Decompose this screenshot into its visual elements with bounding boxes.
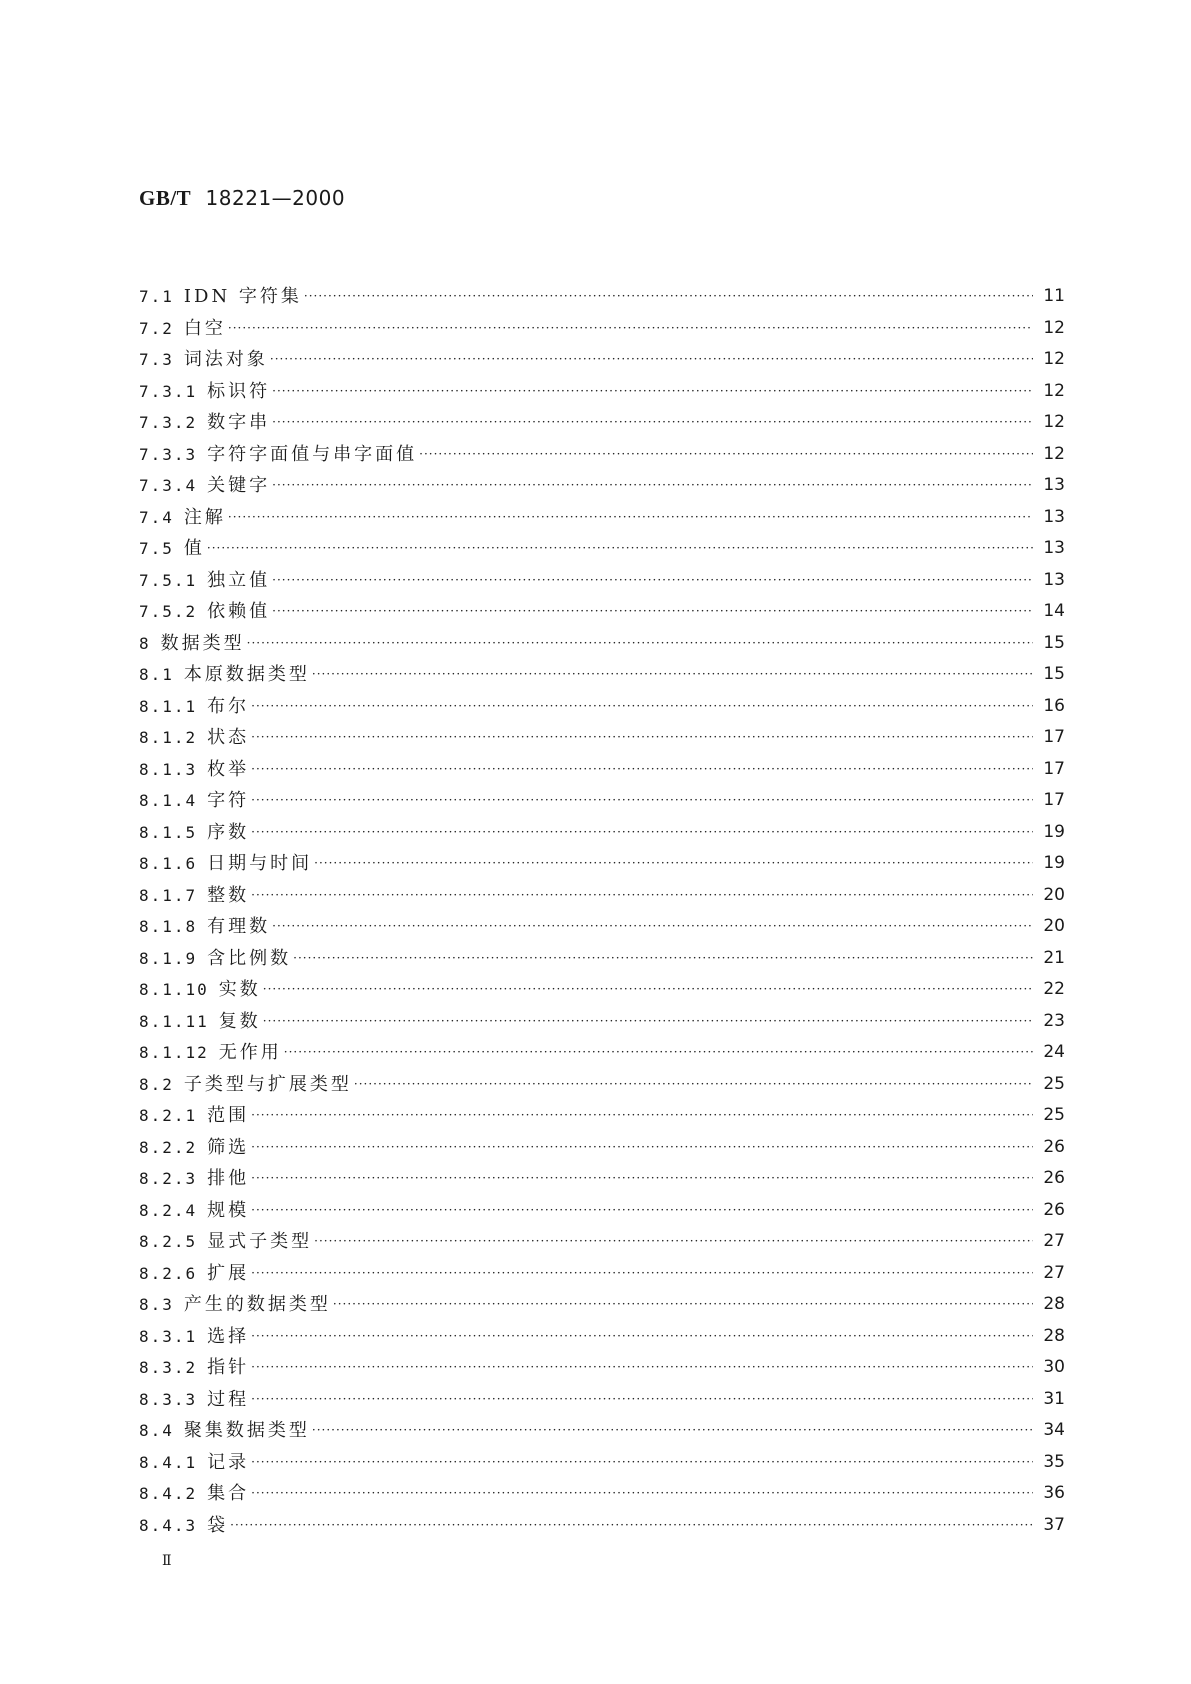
toc-section-number: 8.2.4 (139, 1200, 198, 1220)
toc-leader (333, 1289, 1033, 1321)
toc-entry[interactable] (139, 533, 1065, 565)
toc-page: 16 (1043, 695, 1065, 716)
toc-entry[interactable] (139, 565, 1065, 597)
toc-entry[interactable] (139, 817, 1065, 849)
toc-page: 23 (1043, 1010, 1065, 1031)
toc-section-number: 7.3.4 (139, 476, 198, 495)
toc-title: 筛选 (207, 1136, 250, 1158)
toc-title: 显式子类型 (207, 1231, 313, 1252)
toc-page: 25 (1043, 1073, 1065, 1094)
toc-leader (251, 880, 1033, 912)
toc-entry[interactable] (139, 880, 1065, 912)
toc-leader (251, 1352, 1033, 1384)
toc-entry[interactable] (139, 974, 1065, 1006)
toc-title: 过程 (207, 1388, 250, 1410)
toc-title: 独立值 (207, 569, 271, 591)
toc-entry[interactable] (139, 1195, 1065, 1227)
toc-leader (314, 848, 1033, 880)
toc-leader (251, 754, 1033, 786)
toc-page: 20 (1043, 884, 1065, 905)
toc-entry[interactable] (139, 754, 1065, 786)
toc-title: 排他 (207, 1168, 250, 1189)
toc-entry[interactable] (139, 1226, 1065, 1258)
toc-leader (251, 817, 1033, 849)
toc-leader (304, 281, 1033, 313)
toc-title: 有理数 (207, 916, 271, 937)
toc-leader (251, 1100, 1033, 1132)
toc-leader (354, 1069, 1033, 1101)
toc-section-number: 8.2.2 (139, 1137, 198, 1157)
toc-page: 19 (1043, 821, 1065, 842)
toc-leader (228, 313, 1033, 345)
toc-leader (419, 439, 1033, 471)
standard-code: GB/T (139, 186, 192, 210)
toc-page: 12 (1043, 380, 1065, 401)
toc-section-number: 8.3 (139, 1295, 174, 1314)
toc-section-number: 8.1.6 (139, 854, 198, 873)
toc-section-number: 7.5.1 (139, 570, 198, 590)
toc-section-number: 8.2.6 (139, 1263, 198, 1283)
toc-entry[interactable] (139, 943, 1065, 975)
toc-entry[interactable] (139, 502, 1065, 534)
toc-title: 扩展 (207, 1262, 250, 1284)
document-header (139, 186, 345, 211)
toc-page: 19 (1043, 853, 1065, 873)
toc-section-number: 8.1.2 (139, 728, 198, 747)
toc-page: 34 (1043, 1420, 1065, 1440)
toc-title: 序数 (207, 821, 250, 843)
toc-title: 整数 (207, 884, 250, 906)
toc-section-number: 8.2.5 (139, 1232, 198, 1251)
toc-section-number: 8.3.1 (139, 1326, 198, 1346)
toc-entry[interactable] (139, 722, 1065, 754)
toc-title: IDN 字符集 (183, 286, 302, 307)
toc-section-number: 8 (139, 633, 151, 653)
toc-leader (228, 502, 1033, 534)
toc-page: 20 (1043, 916, 1065, 936)
toc-section-number: 8.1.5 (139, 822, 198, 842)
table-of-contents (139, 281, 1065, 1541)
toc-title: 选择 (207, 1325, 250, 1347)
toc-section-number: 7.5.2 (139, 602, 198, 621)
toc-entry[interactable] (139, 691, 1065, 723)
toc-leader (272, 470, 1033, 502)
toc-leader (251, 1321, 1033, 1353)
toc-page: 13 (1043, 569, 1065, 590)
toc-title: 子类型与扩展类型 (183, 1073, 352, 1095)
toc-leader (270, 344, 1033, 376)
toc-leader (251, 1132, 1033, 1164)
toc-title: 实数 (218, 979, 261, 1000)
toc-section-number: 7.4 (139, 507, 174, 527)
toc-section-number: 8.1.3 (139, 759, 198, 779)
toc-section-number: 8.1.10 (139, 980, 209, 999)
toc-page: 26 (1043, 1199, 1065, 1220)
toc-leader (272, 565, 1033, 597)
toc-title: 白空 (183, 317, 226, 339)
toc-section-number: 8.3.2 (139, 1358, 198, 1377)
toc-page: 12 (1043, 349, 1065, 369)
toc-leader (272, 911, 1033, 943)
toc-section-number: 8.1.1 (139, 696, 198, 716)
standard-number: 18221—2000 (205, 186, 346, 210)
toc-entry[interactable] (139, 1447, 1065, 1479)
toc-section-number: 8.4.3 (139, 1515, 198, 1535)
toc-entry[interactable] (139, 1384, 1065, 1416)
toc-leader (272, 407, 1033, 439)
toc-section-number: 8.3.3 (139, 1389, 198, 1409)
toc-page: 13 (1043, 506, 1065, 527)
toc-section-number: 8.1.9 (139, 948, 198, 968)
toc-section-number: 8.1.4 (139, 791, 198, 810)
toc-section-number: 7.5 (139, 539, 174, 558)
toc-leader (314, 1226, 1033, 1258)
toc-entry[interactable] (139, 785, 1065, 817)
toc-title: 规模 (207, 1199, 250, 1221)
toc-title: 数字串 (207, 412, 271, 433)
toc-leader (251, 691, 1033, 723)
toc-section-number: 8.1.11 (139, 1011, 209, 1031)
toc-page: 14 (1043, 601, 1065, 621)
toc-section-number: 8.4.1 (139, 1452, 198, 1472)
toc-entry[interactable] (139, 470, 1065, 502)
toc-title: 布尔 (207, 695, 250, 717)
toc-title: 日期与时间 (207, 853, 313, 874)
toc-page: 17 (1043, 790, 1065, 810)
toc-page: 12 (1043, 412, 1065, 432)
toc-title: 含比例数 (207, 947, 292, 969)
toc-entry[interactable] (139, 1037, 1065, 1069)
toc-leader (263, 1006, 1033, 1038)
toc-entry[interactable] (139, 911, 1065, 943)
toc-section-number: 8.2 (139, 1074, 174, 1094)
toc-entry[interactable] (139, 376, 1065, 408)
toc-leader (251, 722, 1033, 754)
toc-entry[interactable] (139, 407, 1065, 439)
toc-leader (251, 1384, 1033, 1416)
toc-title: 袋 (207, 1514, 229, 1536)
toc-page: 26 (1043, 1168, 1065, 1188)
toc-section-number: 8.4.2 (139, 1484, 198, 1503)
toc-title: 标识符 (207, 380, 271, 402)
toc-page: 28 (1043, 1325, 1065, 1346)
toc-section-number: 7.3.2 (139, 413, 198, 432)
toc-leader (293, 943, 1033, 975)
toc-title: 字符字面值与串字面值 (207, 443, 418, 465)
toc-entry[interactable] (139, 1163, 1065, 1195)
toc-title: 复数 (218, 1010, 261, 1032)
toc-section-number: 8.1.8 (139, 917, 198, 936)
toc-section-number: 8.1.12 (139, 1043, 209, 1062)
toc-entry[interactable] (139, 1415, 1065, 1447)
toc-page: 22 (1043, 979, 1065, 999)
toc-page: 25 (1043, 1105, 1065, 1125)
toc-title: 指针 (207, 1357, 250, 1378)
toc-section-number: 7.3.3 (139, 444, 198, 464)
toc-leader (207, 533, 1033, 565)
toc-page: 12 (1043, 443, 1065, 464)
toc-entry[interactable] (139, 344, 1065, 376)
toc-leader (247, 628, 1033, 660)
toc-leader (251, 1258, 1033, 1290)
toc-leader (251, 1163, 1033, 1195)
toc-title: 聚集数据类型 (183, 1420, 310, 1441)
toc-entry[interactable] (139, 1006, 1065, 1038)
toc-page: 31 (1043, 1388, 1065, 1409)
toc-title: 值 (183, 538, 205, 559)
toc-page: 11 (1043, 286, 1065, 306)
toc-page: 35 (1043, 1451, 1065, 1472)
toc-entry[interactable] (139, 281, 1065, 313)
toc-page: 13 (1043, 538, 1065, 558)
toc-page: 36 (1043, 1483, 1065, 1503)
toc-section-number: 7.3.1 (139, 381, 198, 401)
toc-entry[interactable] (139, 628, 1065, 660)
toc-title: 范围 (207, 1105, 250, 1126)
toc-leader (251, 1478, 1033, 1510)
toc-leader (263, 974, 1033, 1006)
toc-page: 17 (1043, 727, 1065, 747)
toc-section-number: 8.2.3 (139, 1169, 198, 1188)
toc-leader (284, 1037, 1033, 1069)
toc-page: 13 (1043, 475, 1065, 495)
toc-section-number: 8.1.7 (139, 885, 198, 905)
toc-page: 28 (1043, 1294, 1065, 1314)
toc-title: 词法对象 (183, 349, 268, 370)
toc-entry[interactable] (139, 1321, 1065, 1353)
toc-entry[interactable] (139, 1352, 1065, 1384)
toc-leader (251, 1447, 1033, 1479)
toc-title: 依赖值 (207, 601, 271, 622)
toc-title: 关键字 (207, 475, 271, 496)
toc-leader (230, 1510, 1033, 1542)
toc-page: 27 (1043, 1231, 1065, 1251)
toc-section-number: 7.2 (139, 318, 174, 338)
toc-entry[interactable] (139, 313, 1065, 345)
toc-page: 15 (1043, 632, 1065, 653)
toc-title: 产生的数据类型 (183, 1294, 331, 1315)
toc-leader (312, 659, 1033, 691)
toc-page: 27 (1043, 1262, 1065, 1283)
toc-leader (312, 1415, 1033, 1447)
toc-section-number: 8.4 (139, 1421, 174, 1440)
toc-page: 37 (1043, 1514, 1065, 1535)
toc-page: 15 (1043, 664, 1065, 684)
toc-page: 17 (1043, 758, 1065, 779)
toc-entry[interactable] (139, 1478, 1065, 1510)
toc-entry[interactable] (139, 848, 1065, 880)
toc-entry[interactable] (139, 1132, 1065, 1164)
toc-title: 状态 (207, 727, 250, 748)
toc-entry[interactable] (139, 1100, 1065, 1132)
toc-page: 21 (1043, 947, 1065, 968)
toc-title: 本原数据类型 (183, 664, 310, 685)
toc-title: 字符 (207, 790, 250, 811)
toc-title: 无作用 (218, 1042, 282, 1063)
toc-page: 24 (1043, 1042, 1065, 1062)
toc-title: 记录 (207, 1451, 250, 1473)
toc-title: 枚举 (207, 758, 250, 780)
toc-page: 12 (1043, 317, 1065, 338)
page-number-footer: Ⅱ (162, 1553, 172, 1569)
toc-leader (272, 376, 1033, 408)
toc-section-number: 7.1 (139, 287, 174, 306)
toc-section-number: 7.3 (139, 350, 174, 369)
toc-title: 注解 (183, 506, 226, 528)
toc-section-number: 8.1 (139, 665, 174, 684)
toc-entry[interactable] (139, 1510, 1065, 1542)
toc-leader (272, 596, 1033, 628)
toc-page: 30 (1043, 1357, 1065, 1377)
toc-entry[interactable] (139, 439, 1065, 471)
toc-entry[interactable] (139, 659, 1065, 691)
toc-entry[interactable] (139, 1258, 1065, 1290)
toc-page: 26 (1043, 1136, 1065, 1157)
toc-leader (251, 1195, 1033, 1227)
toc-section-number: 8.2.1 (139, 1106, 198, 1125)
toc-leader (251, 785, 1033, 817)
toc-title: 集合 (207, 1483, 250, 1504)
toc-entry[interactable] (139, 1289, 1065, 1321)
toc-entry[interactable] (139, 596, 1065, 628)
toc-title: 数据类型 (160, 632, 245, 654)
toc-entry[interactable] (139, 1069, 1065, 1101)
